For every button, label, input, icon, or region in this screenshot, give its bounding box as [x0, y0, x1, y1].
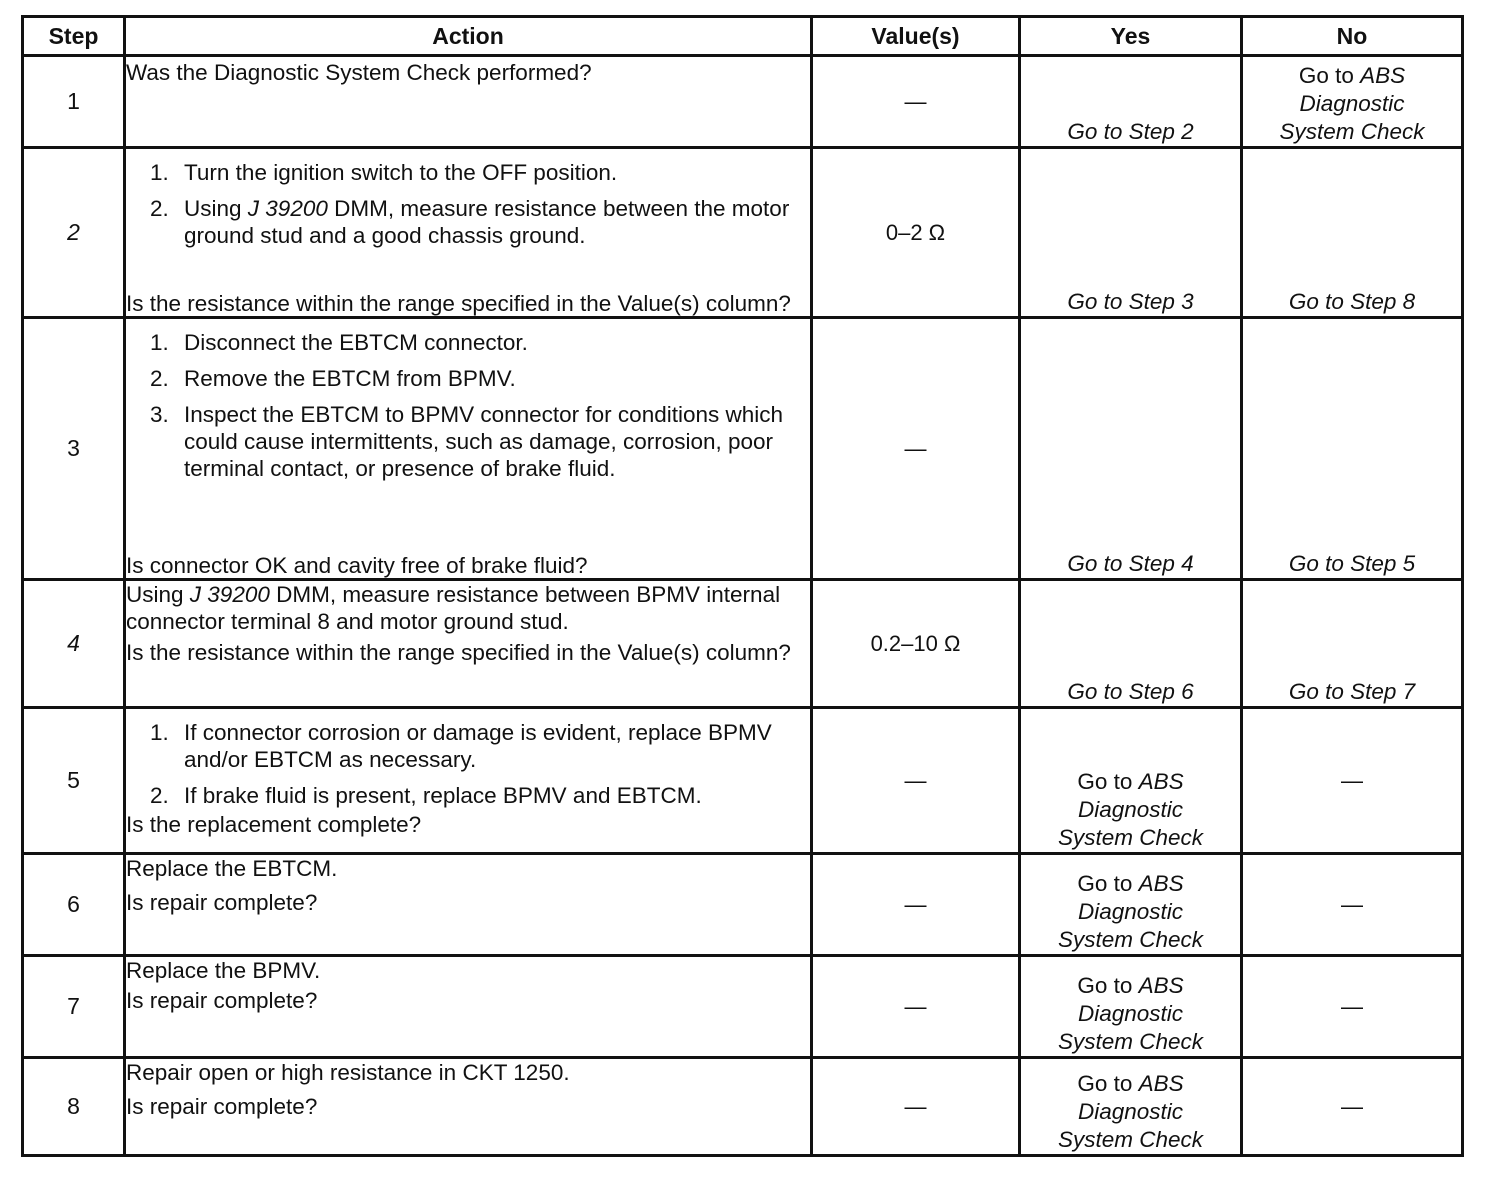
action-text: Was the Diagnostic System Check performed? [126, 60, 592, 85]
value-cell: — [812, 318, 1020, 580]
table-row [23, 580, 1463, 708]
action-step: 2. If brake fluid is present, replace BPMV and EBTCM. [150, 783, 702, 808]
step-number: 5 [23, 708, 125, 854]
no-cell: — [1242, 956, 1463, 1058]
yes-cell [1020, 580, 1242, 708]
yes-goto[interactable]: Go to Step 3 [1067, 289, 1194, 314]
action-steps [126, 329, 810, 491]
yes-cell [1020, 148, 1242, 318]
no-cell [1242, 580, 1463, 708]
action-question: Is the resistance within the range specified in the Value(s) column? [126, 291, 791, 316]
no-goto[interactable]: Go to ABS [1298, 63, 1406, 88]
value-cell: 0.2–10 Ω [812, 580, 1020, 708]
action-question: Is repair complete? [126, 1094, 318, 1119]
value-cell: — [812, 1058, 1020, 1156]
yes-cell: Go to ABS Diagnostic System Check [1020, 708, 1242, 854]
action-question: Is connector OK and cavity free of brake fluid? [126, 553, 588, 578]
action-text: Replace the EBTCM. [126, 856, 338, 881]
table-row [23, 318, 1463, 580]
no-goto[interactable]: Go to Step 7 [1288, 679, 1416, 704]
yes-goto[interactable]: Go to ABS [1077, 769, 1184, 794]
no-cell [1242, 148, 1463, 318]
no-cell: — [1242, 854, 1463, 956]
step-number: 3 [23, 318, 125, 580]
action-step: 2. Remove the EBTCM from BPMV. [150, 366, 516, 391]
yes-goto[interactable]: Go to ABS [1077, 871, 1184, 896]
yes-goto[interactable]: Go to ABS [1077, 973, 1184, 998]
yes-goto[interactable]: Go to ABS [1077, 1071, 1184, 1096]
diagnostic-table [21, 15, 1464, 1157]
action-cell [125, 580, 812, 708]
yes-cell: Go to ABS Diagnostic System Check [1020, 854, 1242, 956]
action-cell [125, 708, 812, 854]
yes-cell: Go to ABS Diagnostic System Check [1020, 956, 1242, 1058]
action-step: 1. Turn the ignition switch to the OFF position. [150, 160, 618, 185]
yes-cell [1020, 318, 1242, 580]
action-steps [126, 719, 810, 809]
yes-cell [1020, 56, 1242, 148]
action-text: Repair open or high resistance in CKT 1250. [126, 1060, 570, 1085]
action-question: Is the resistance within the range specified in the Value(s) column? [126, 640, 791, 665]
value-cell: — [812, 854, 1020, 956]
action-cell [125, 1058, 812, 1156]
header-action: Action [125, 17, 812, 56]
table-row [23, 1058, 1463, 1156]
header-yes: Yes [1020, 17, 1242, 56]
header-row [23, 17, 1463, 56]
step-number: 2 [23, 148, 125, 318]
action-steps [126, 159, 810, 258]
step-number: 6 [23, 854, 125, 956]
no-cell [1242, 318, 1463, 580]
action-step: 1. If connector corrosion or damage is evident, replace BPMV and/or EBTCM as necessary. [150, 720, 772, 772]
header-values: Value(s) [812, 17, 1020, 56]
table-row [23, 56, 1463, 148]
header-step: Step [23, 17, 125, 56]
yes-cell: Go to ABS Diagnostic System Check [1020, 1058, 1242, 1156]
action-question: Is the replacement complete? [126, 812, 422, 837]
action-question: Is repair complete? [126, 988, 318, 1013]
action-cell [125, 56, 812, 148]
no-cell: — [1242, 708, 1463, 854]
action-cell [125, 318, 812, 580]
table-row [23, 956, 1463, 1058]
action-cell [125, 956, 812, 1058]
value-cell: — [812, 56, 1020, 148]
action-cell [125, 148, 812, 318]
action-text: Using J 39200 DMM, measure resistance between BPMV internal connector terminal 8 and motor ground stud. [126, 582, 781, 634]
header-no: No [1242, 17, 1463, 56]
action-step: 3. Inspect the EBTCM to BPMV connector for conditions which could cause intermittents, such as damage, corrosion, poor terminal contact, or presence of brake fluid. [150, 402, 784, 481]
value-cell: — [812, 956, 1020, 1058]
table-row [23, 708, 1463, 854]
no-goto[interactable]: Go to Step 8 [1288, 289, 1416, 314]
no-cell: Go to ABS Diagnostic System Check [1242, 56, 1463, 148]
action-step: 2. Using J 39200 DMM, measure resistance between the motor ground stud and a good chassis ground. [150, 196, 790, 248]
action-text: Replace the BPMV. [126, 958, 321, 983]
step-number: 7 [23, 956, 125, 1058]
value-cell: — [812, 708, 1020, 854]
yes-goto[interactable]: Go to Step 4 [1067, 551, 1194, 576]
table-row [23, 854, 1463, 956]
action-cell [125, 854, 812, 956]
step-number: 8 [23, 1058, 125, 1156]
action-question: Is repair complete? [126, 890, 318, 915]
step-number: 4 [23, 580, 125, 708]
table-row [23, 148, 1463, 318]
no-goto[interactable]: Go to Step 5 [1288, 551, 1416, 576]
step-number: 1 [23, 56, 125, 148]
action-step: 1. Disconnect the EBTCM connector. [150, 330, 528, 355]
value-cell: 0–2 Ω [812, 148, 1020, 318]
no-cell: — [1242, 1058, 1463, 1156]
yes-goto[interactable]: Go to Step 2 [1067, 119, 1194, 144]
yes-goto[interactable]: Go to Step 6 [1067, 679, 1194, 704]
